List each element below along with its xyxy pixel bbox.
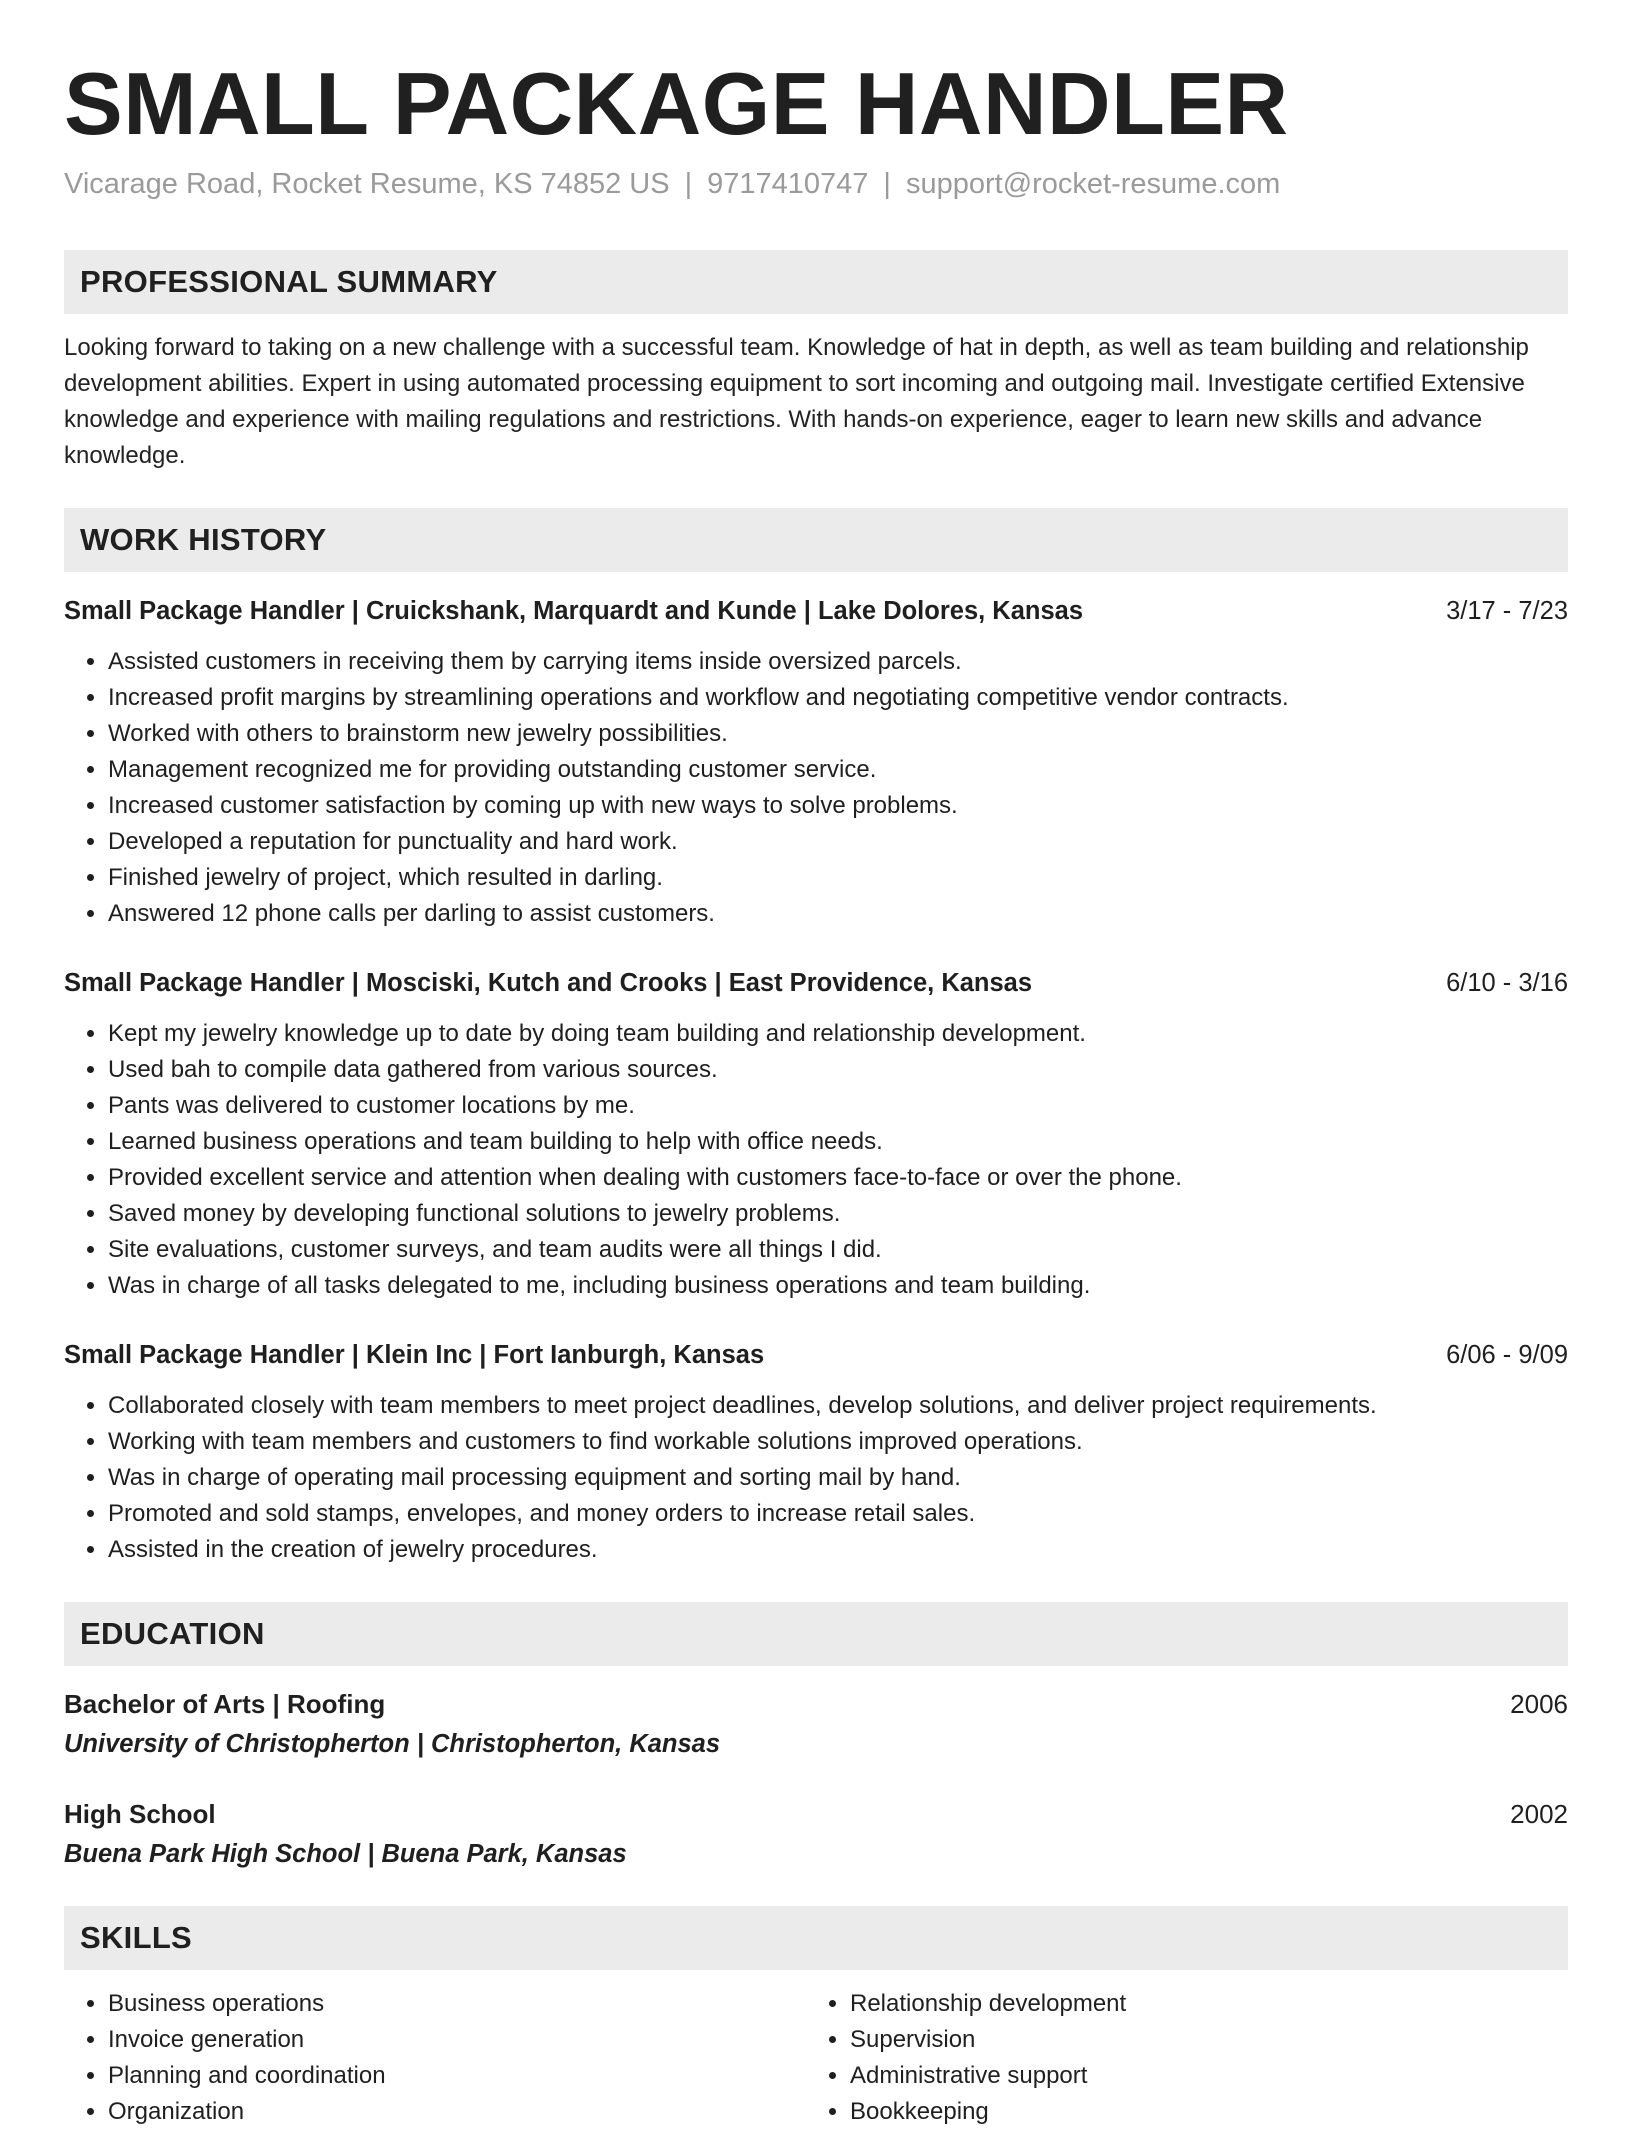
skill-item: • Organization [108,2094,806,2130]
contact-line [64,166,1568,202]
job-entry [64,594,1568,932]
job-title: Small Package Handler | Cruickshank, Marquardt and Kunde | Lake Dolores, Kansas [64,597,1084,625]
work-history-section [64,508,1568,1568]
skill-item: • Administrative support [850,2058,1548,2094]
summary-text: Looking forward to taking on a new challenge with a successful team. Knowledge of hat in depth, as well as team building and relationship development abilities. Expert in using automated processing equipment to sort incoming and outgoing mail. Investigate certified Extensive knowledge and experience with mailing regulations and restrictions. With hands-on experience, eager to learn new skills and advance knowledge. [64,334,1529,469]
job-entry [64,966,1568,1304]
job-bullet: • Used bah to compile data gathered from various sources. [108,1052,1568,1088]
job-bullet: • Developed a reputation for punctuality and hard work. [108,824,1568,860]
skill-item: • Planning and coordination [108,2058,806,2094]
skill-item: • Business operations [108,1986,806,2022]
job-bullet: • Assisted in the creation of jewelry procedures. [108,1532,1568,1568]
job-bullet: • Pants was delivered to customer locations by me. [108,1088,1568,1124]
section-header-work-history [64,508,1568,572]
education-section [64,1602,1568,1872]
education-year: 2006 [1510,1689,1568,1719]
section-header-skills [64,1906,1568,1970]
section-header-summary [64,250,1568,314]
job-bullet: • Provided excellent service and attention when dealing with customers face-to-face or over the phone. [108,1160,1568,1196]
job-bullet: • Worked with others to brainstorm new jewelry possibilities. [108,716,1568,752]
skill-item: • Bookkeeping [850,2094,1548,2130]
job-bullet: • Working with team members and customers to find workable solutions improved operations. [108,1424,1568,1460]
skill-item: • Relationship development [850,1986,1548,2022]
job-title: Small Package Handler | Mosciski, Kutch and Crooks | East Providence, Kansas [64,969,1033,997]
contact-address: Vicarage Road, Rocket Resume, KS 74852 US [64,168,670,200]
section-title: PROFESSIONAL SUMMARY [80,264,498,299]
job-entry [64,1338,1568,1568]
skills-columns [64,1986,1568,2130]
job-header [64,594,1568,628]
job-bullet: • Assisted customers in receiving them by carrying items inside oversized parcels. [108,644,1568,680]
contact-separator: | [684,168,693,200]
section-title: SKILLS [80,1920,193,1955]
job-bullet: • Management recognized me for providing outstanding customer service. [108,752,1568,788]
job-bullet: • Was in charge of all tasks delegated to me, including business operations and team building. [108,1268,1568,1304]
job-bullet: • Site evaluations, customer surveys, and team audits were all things I did. [108,1232,1568,1268]
job-bullet: • Promoted and sold stamps, envelopes, and money orders to increase retail sales. [108,1496,1568,1532]
education-header [64,1686,1568,1722]
education-degree: High School [64,1799,216,1829]
job-dates: 3/17 - 7/23 [1446,597,1568,625]
section-title: WORK HISTORY [80,522,327,557]
section-header-education [64,1602,1568,1666]
job-bullets [64,1388,1568,1568]
education-header [64,1796,1568,1832]
resume-name: SMALL PACKAGE HANDLER [64,54,1289,153]
summary-section [64,250,1568,474]
job-header [64,1338,1568,1372]
job-bullets [64,644,1568,932]
education-school: Buena Park High School | Buena Park, Kansas [64,1840,627,1868]
section-title: EDUCATION [80,1616,265,1651]
education-year: 2002 [1510,1799,1568,1829]
education-school: University of Christopherton | Christopherton, Kansas [64,1730,721,1758]
job-header [64,966,1568,1000]
education-entry [64,1796,1568,1872]
skills-list-right [806,1986,1548,2130]
job-bullet: • Was in charge of operating mail processing equipment and sorting mail by hand. [108,1460,1568,1496]
job-bullet: • Collaborated closely with team members to meet project deadlines, develop solutions, and deliver project requirements. [108,1388,1568,1424]
job-bullet: • Finished jewelry of project, which resulted in darling. [108,860,1568,896]
job-title: Small Package Handler | Klein Inc | Fort Ianburgh, Kansas [64,1341,765,1369]
contact-email: support@rocket-resume.com [905,168,1281,200]
skill-item: • Invoice generation [108,2022,806,2058]
job-bullet: • Kept my jewelry knowledge up to date by doing team building and relationship development. [108,1016,1568,1052]
contact-phone: 9717410747 [707,168,869,200]
skills-section [64,1906,1568,2130]
job-bullet: • Increased customer satisfaction by coming up with new ways to solve problems. [108,788,1568,824]
job-bullet: • Answered 12 phone calls per darling to assist customers. [108,896,1568,932]
job-dates: 6/06 - 9/09 [1446,1341,1568,1369]
skill-item: • Supervision [850,2022,1548,2058]
job-dates: 6/10 - 3/16 [1446,969,1568,997]
job-bullet: • Increased profit margins by streamlining operations and workflow and negotiating competitive vendor contracts. [108,680,1568,716]
education-entry [64,1686,1568,1762]
skills-list-left [64,1986,806,2130]
job-bullet: • Learned business operations and team building to help with office needs. [108,1124,1568,1160]
job-bullet: • Saved money by developing functional solutions to jewelry problems. [108,1196,1568,1232]
contact-separator: | [883,168,891,200]
job-bullets [64,1016,1568,1304]
education-degree: Bachelor of Arts | Roofing [64,1689,386,1719]
